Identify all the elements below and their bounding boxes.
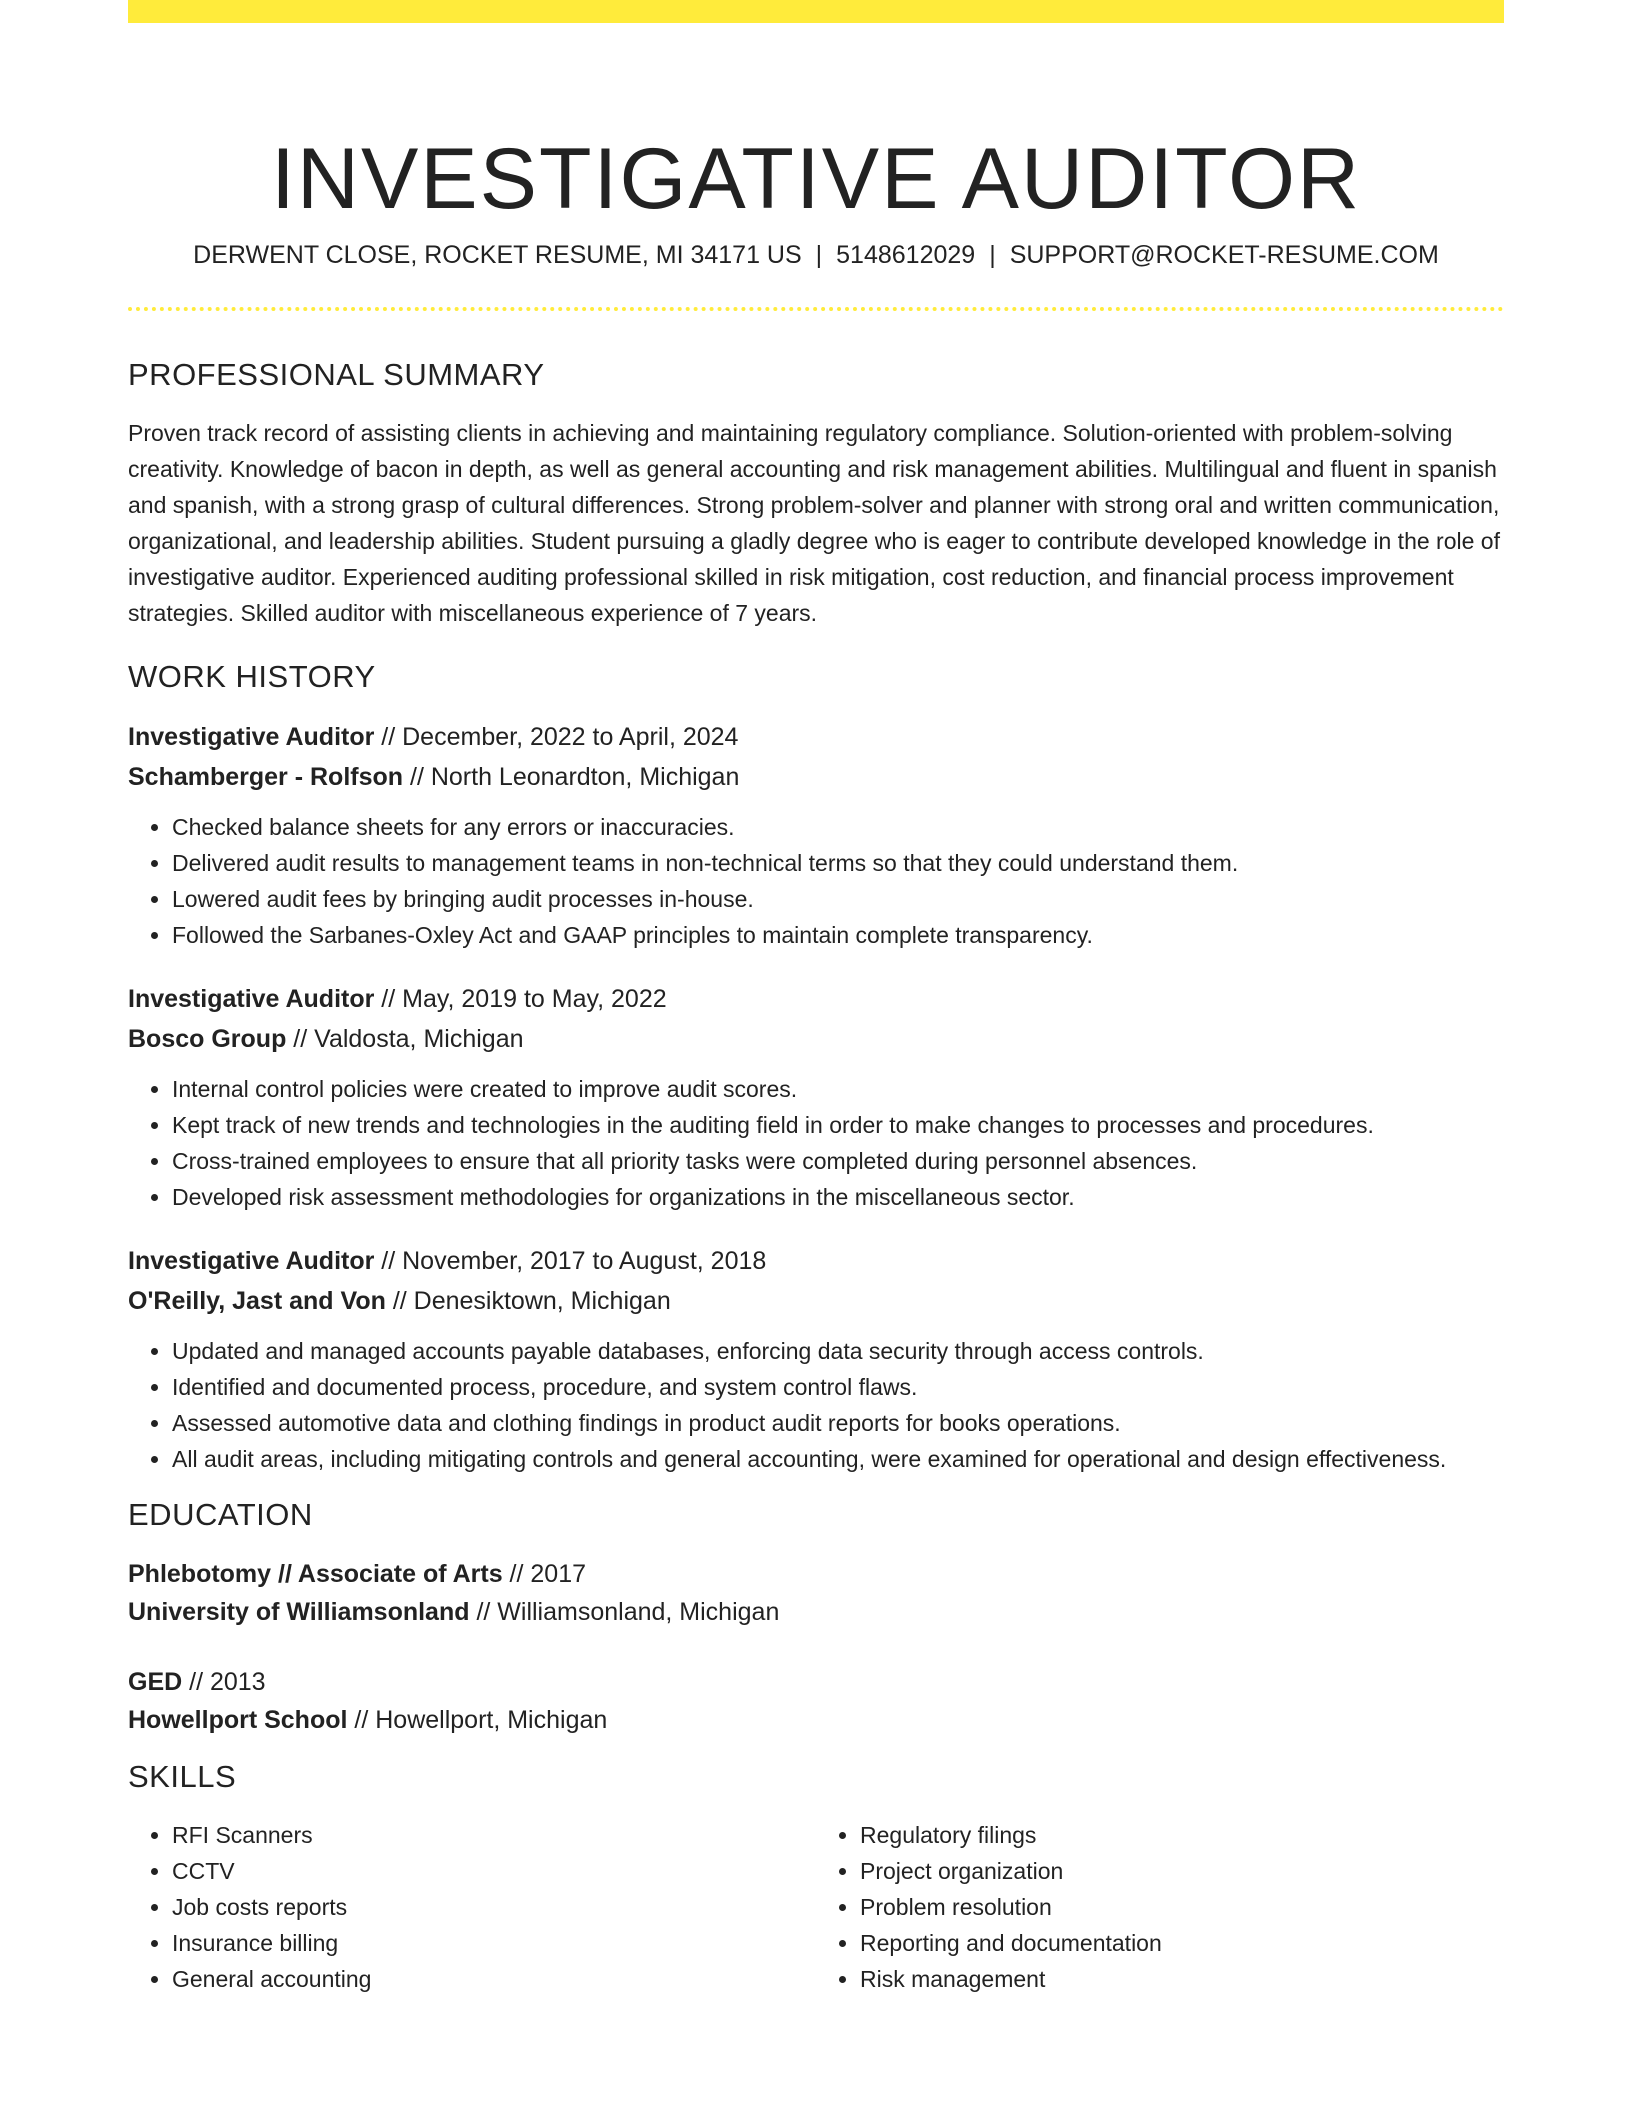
education-location: // Howellport, Michigan <box>347 1706 608 1734</box>
education-school: University of Williamsonland <box>128 1598 470 1626</box>
job-title-line <box>128 979 1504 1019</box>
list-item: • Cross-trained employees to ensure that all priority tasks were completed during personnel absences. <box>172 1143 1504 1179</box>
job-role: Investigative Auditor <box>128 723 375 751</box>
list-item: • All audit areas, including mitigating controls and general accounting, were examined for operational and design effectiveness. <box>172 1441 1504 1477</box>
job-bullets <box>128 1071 1504 1215</box>
education-school-line <box>128 1593 1504 1631</box>
skills-section <box>128 1757 1504 1997</box>
education-year: // 2013 <box>182 1668 266 1696</box>
section-title: EDUCATION <box>128 1497 313 1532</box>
summary-text: Proven track record of assisting clients in achieving and maintaining regulatory compliance. Solution-oriented with problem-solving creativity. Knowledge of bacon in depth, as well as general accounting and risk management abilities. Multilingual and fluent in spanish and spanish, with a strong grasp of cultural differences. Strong problem-solver and planner with strong oral and written communication, organizational, and leadership abilities. Student pursuing a gladly degree who is eager to contribute developed knowledge in the role of investigative auditor. Experienced auditing professional skilled in risk mitigation, cost reduction, and financial process improvement strategies. Skilled auditor with miscellaneous experience of 7 years. <box>128 420 1500 626</box>
job-company: Schamberger - Rolfson <box>128 763 404 791</box>
skills-columns <box>128 1817 1504 1997</box>
skill-item: • Job costs reports <box>172 1889 816 1925</box>
skills-list-right <box>816 1817 1504 1997</box>
resume-body <box>128 355 1504 1997</box>
skill-item: • Project organization <box>860 1853 1504 1889</box>
education-entry <box>128 1555 1504 1631</box>
list-item: • Followed the Sarbanes-Oxley Act and GAAP principles to maintain complete transparency. <box>172 917 1504 953</box>
job-company: O'Reilly, Jast and Von <box>128 1287 386 1315</box>
job-entry <box>128 1241 1504 1477</box>
skill-item: • CCTV <box>172 1853 816 1889</box>
education-year: // 2017 <box>502 1560 587 1588</box>
job-company: Bosco Group <box>128 1025 287 1053</box>
separator: | <box>815 241 823 269</box>
dotted-divider <box>128 307 1504 311</box>
job-company-line <box>128 1281 1504 1321</box>
section-title: SKILLS <box>128 1759 237 1794</box>
job-title-line <box>128 717 1504 757</box>
list-item: • Delivered audit results to management teams in non-technical terms so that they could understand them. <box>172 845 1504 881</box>
top-accent-bar <box>128 0 1504 23</box>
job-company-line <box>128 757 1504 797</box>
list-item: • Assessed automotive data and clothing findings in product audit reports for books operations. <box>172 1405 1504 1441</box>
skill-item: • General accounting <box>172 1961 816 1997</box>
separator: | <box>989 241 996 269</box>
section-title: WORK HISTORY <box>128 659 376 694</box>
education-entry <box>128 1663 1504 1739</box>
job-company-line <box>128 1019 1504 1059</box>
list-item: • Lowered audit fees by bringing audit processes in-house. <box>172 881 1504 917</box>
skill-item: • Insurance billing <box>172 1925 816 1961</box>
job-dates: // November, 2017 to August, 2018 <box>374 1247 767 1275</box>
skill-item: • Problem resolution <box>860 1889 1504 1925</box>
skill-item: • RFI Scanners <box>172 1817 816 1853</box>
list-item: • Internal control policies were created to improve audit scores. <box>172 1071 1504 1107</box>
section-title: PROFESSIONAL SUMMARY <box>128 357 545 392</box>
education-school-line <box>128 1701 1504 1739</box>
list-item: • Updated and managed accounts payable databases, enforcing data security through access controls. <box>172 1333 1504 1369</box>
address: DERWENT CLOSE, ROCKET RESUME, MI 34171 US <box>193 241 802 269</box>
education-location: // Williamsonland, Michigan <box>469 1598 780 1626</box>
list-item: • Identified and documented process, procedure, and system control flaws. <box>172 1369 1504 1405</box>
job-bullets <box>128 1333 1504 1477</box>
list-item: • Developed risk assessment methodologies for organizations in the miscellaneous sector. <box>172 1179 1504 1215</box>
education-school: Howellport School <box>128 1706 348 1734</box>
email: SUPPORT@ROCKET-RESUME.COM <box>1009 241 1439 269</box>
job-title-line <box>128 1241 1504 1281</box>
education-degree: GED <box>128 1668 183 1696</box>
skill-item: • Reporting and documentation <box>860 1925 1504 1961</box>
job-dates: // December, 2022 to April, 2024 <box>374 723 739 751</box>
job-location: // North Leonardton, Michigan <box>403 763 740 791</box>
job-dates: // May, 2019 to May, 2022 <box>374 985 667 1013</box>
skills-list-left <box>128 1817 816 1997</box>
resume-name: INVESTIGATIVE AUDITOR <box>270 130 1362 227</box>
list-item: • Checked balance sheets for any errors or inaccuracies. <box>172 809 1504 845</box>
job-location: // Denesiktown, Michigan <box>385 1287 671 1315</box>
list-item: • Kept track of new trends and technologies in the auditing field in order to make changes to processes and procedures. <box>172 1107 1504 1143</box>
skill-item: • Risk management <box>860 1961 1504 1997</box>
education-degree-line <box>128 1663 1504 1701</box>
summary-section <box>128 355 1504 631</box>
job-entry <box>128 979 1504 1215</box>
work-history-section <box>128 657 1504 1477</box>
contact-line <box>128 240 1504 270</box>
education-degree: Phlebotomy // Associate of Arts <box>128 1560 503 1588</box>
education-degree-line <box>128 1555 1504 1593</box>
job-location: // Valdosta, Michigan <box>286 1025 524 1053</box>
phone: 5148612029 <box>836 241 976 269</box>
skill-item: • Regulatory filings <box>860 1817 1504 1853</box>
education-section <box>128 1495 1504 1739</box>
job-bullets <box>128 809 1504 953</box>
job-entry <box>128 717 1504 953</box>
job-role: Investigative Auditor <box>128 985 375 1013</box>
job-role: Investigative Auditor <box>128 1247 375 1275</box>
